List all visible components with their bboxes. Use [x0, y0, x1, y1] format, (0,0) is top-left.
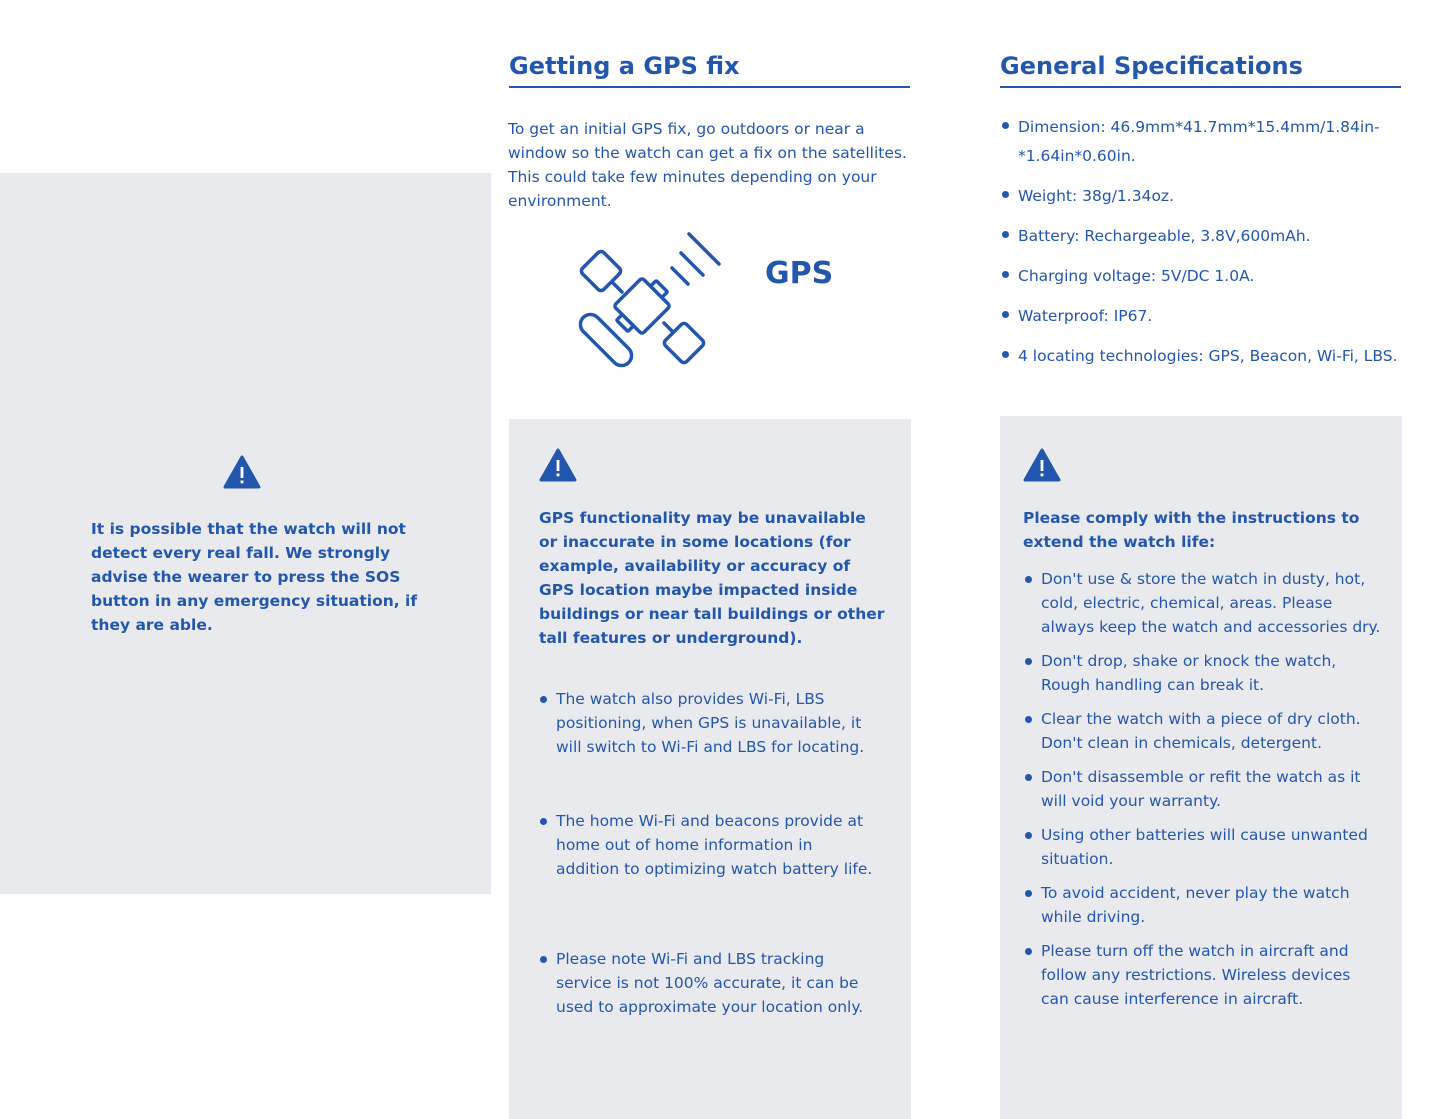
specs-heading: General Specifications — [1000, 50, 1401, 88]
fall-detection-notice: It is possible that the watch will not detect every real fall. We strongly advise the wearer to press the SOS button in any emergency situation, if they are able. — [91, 520, 418, 634]
list-item: The home Wi-Fi and beacons provide at home out of home information in addition to optimizing watch battery life. — [538, 809, 873, 881]
gps-label: GPS — [765, 256, 834, 291]
list-item: Don't disassemble or refit the watch as it will void your warranty. — [1023, 765, 1383, 813]
warning-icon — [223, 455, 261, 489]
list-item: Waterproof: IP67. — [1000, 302, 1405, 331]
list-item: Weight: 38g/1.34oz. — [1000, 182, 1405, 211]
list-item: The watch also provides Wi-Fi, LBS positioning, when GPS is unavailable, it will switch to Wi-Fi and LBS for locating. — [538, 687, 873, 759]
list-item: Charging voltage: 5V/DC 1.0A. — [1000, 262, 1405, 291]
warning-icon — [1023, 448, 1061, 482]
list-item: Please note Wi-Fi and LBS tracking service is not 100% accurate, it can be used to approximate your location only. — [538, 947, 873, 1019]
list-item: Using other batteries will cause unwanted situation. — [1023, 823, 1383, 871]
list-item: 4 locating technologies: GPS, Beacon, Wi-Fi, LBS. — [1000, 342, 1405, 371]
list-item: Clear the watch with a piece of dry cloth. Don't clean in chemicals, detergent. — [1023, 707, 1383, 755]
list-item: Battery: Rechargeable, 3.8V,600mAh. — [1000, 222, 1405, 251]
care-list — [1023, 567, 1383, 1021]
specs-list — [1000, 113, 1405, 382]
list-item: Don't drop, shake or knock the watch, Rough handling can break it. — [1023, 649, 1383, 697]
list-item: Please turn off the watch in aircraft and follow any restrictions. Wireless devices can cause interference in aircraft. — [1023, 939, 1383, 1011]
gps-intro: To get an initial GPS fix, go outdoors or near a window so the watch can get a fix on the satellites. This could take few minutes depending on your environment. — [508, 120, 907, 210]
warning-icon — [539, 448, 577, 482]
care-intro: Please comply with the instructions to extend the watch life: — [1023, 509, 1360, 551]
gps-heading: Getting a GPS fix — [509, 50, 910, 88]
gps-warning-text: GPS functionality may be unavailable or inaccurate in some locations (for example, availability or accuracy of GPS location maybe impacted inside buildings or near tall buildings or other tall features or underground). — [539, 509, 885, 647]
list-item: Dimension: 46.9mm*41.7mm*15.4mm/1.84in-*1.64in*0.60in. — [1000, 113, 1405, 171]
satellite-icon — [576, 228, 726, 374]
list-item: Don't use & store the watch in dusty, hot, cold, electric, chemical, areas. Please always keep the watch and accessories dry. — [1023, 567, 1383, 639]
list-item: To avoid accident, never play the watch while driving. — [1023, 881, 1383, 929]
